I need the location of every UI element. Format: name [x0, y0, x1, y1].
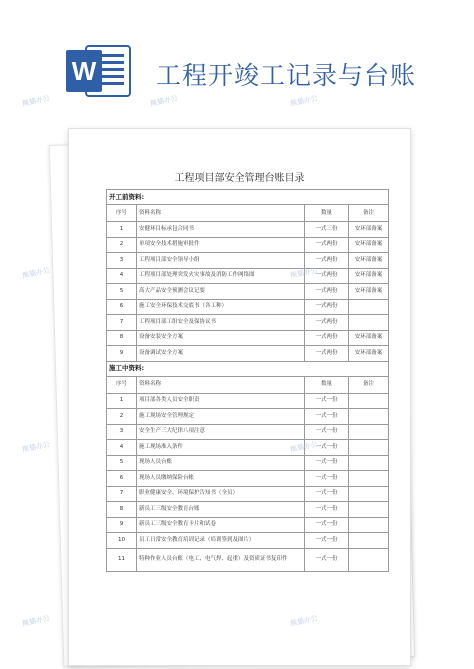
row-item-name: 新员工三级安全教育台账 — [137, 502, 305, 518]
row-note — [349, 486, 389, 502]
row-quantity: 一式一份 — [305, 486, 349, 502]
row-quantity: 一式一份 — [305, 548, 349, 571]
row-quantity: 一式两份 — [305, 284, 349, 300]
row-item-name: 工程项目部安全领导小组 — [137, 253, 305, 269]
column-header-name: 资料名称 — [137, 376, 305, 393]
column-header-note: 备注 — [349, 376, 389, 393]
table-row — [107, 222, 389, 238]
row-note — [349, 548, 389, 571]
row-note: 安环部备案 — [349, 346, 389, 362]
section-header-row — [107, 361, 389, 376]
table-row — [107, 253, 389, 269]
row-quantity: 一式三份 — [305, 222, 349, 238]
table-row — [107, 424, 389, 440]
table-row — [107, 502, 389, 518]
row-note: 安环部备案 — [349, 284, 389, 300]
row-item-name: 设备调试安全方案 — [137, 346, 305, 362]
table-row — [107, 517, 389, 533]
row-number: 5 — [107, 284, 137, 300]
row-quantity: 一式一份 — [305, 471, 349, 487]
table-row — [107, 284, 389, 300]
row-quantity: 一式两份 — [305, 330, 349, 346]
row-number: 4 — [107, 268, 137, 284]
ledger-table — [106, 189, 389, 572]
row-number: 8 — [107, 330, 137, 346]
row-number: 8 — [107, 502, 137, 518]
header-title: 工程开竣工记录与台账 — [156, 61, 417, 90]
watermark: 熊猫办公 — [21, 440, 51, 454]
svg-text:W: W — [71, 56, 97, 86]
row-note — [349, 315, 389, 331]
row-number: 6 — [107, 471, 137, 487]
column-header-qty: 数量 — [305, 205, 349, 222]
row-quantity: 一式两份 — [305, 299, 349, 315]
row-item-name: 设备安装安全方案 — [137, 330, 305, 346]
row-quantity: 一式一份 — [305, 517, 349, 533]
column-header-no: 序号 — [107, 376, 137, 393]
row-quantity: 一式一份 — [305, 424, 349, 440]
document-title: 工程项目部安全管理台账目录 — [174, 173, 305, 184]
row-quantity: 一式两份 — [305, 253, 349, 269]
row-item-name: 新员工三级安全教育卡片和试卷 — [137, 517, 305, 533]
row-number: 1 — [107, 393, 137, 409]
word-document-icon — [66, 44, 132, 98]
row-item-name: 高大产品安全预测会议记要 — [137, 284, 305, 300]
document-page — [68, 128, 411, 666]
table-row — [107, 471, 389, 487]
table-row — [107, 346, 389, 362]
watermark: 熊猫办公 — [149, 94, 179, 108]
row-note — [349, 533, 389, 549]
row-quantity: 一式两份 — [305, 268, 349, 284]
row-number: 9 — [107, 346, 137, 362]
row-number: 9 — [107, 517, 137, 533]
row-item-name: 现场人员台账 — [137, 455, 305, 471]
row-number: 2 — [107, 237, 137, 253]
column-header-qty: 数量 — [305, 376, 349, 393]
row-number: 7 — [107, 315, 137, 331]
row-item-name: 安健环目标承包合同书 — [137, 222, 305, 238]
row-number: 7 — [107, 486, 137, 502]
row-number: 10 — [107, 533, 137, 549]
row-note — [349, 517, 389, 533]
table-row — [107, 548, 389, 571]
row-number: 3 — [107, 253, 137, 269]
table-row — [107, 393, 389, 409]
table-row — [107, 268, 389, 284]
watermark: 熊猫办公 — [289, 94, 319, 108]
row-note: 安环部备案 — [349, 237, 389, 253]
row-number: 6 — [107, 299, 137, 315]
row-quantity: 一式两份 — [305, 237, 349, 253]
table-row — [107, 330, 389, 346]
table-row — [107, 486, 389, 502]
row-note — [349, 299, 389, 315]
row-item-name: 施工安全环保技术交底书（各工种） — [137, 299, 305, 315]
column-header-no: 序号 — [107, 205, 137, 222]
row-note — [349, 502, 389, 518]
watermark: 熊猫办公 — [289, 614, 319, 628]
row-note — [349, 471, 389, 487]
row-quantity: 一式一份 — [305, 393, 349, 409]
row-item-name: 工程项目部工组安全及保协议书 — [137, 315, 305, 331]
row-quantity: 一式一份 — [305, 533, 349, 549]
section-title: 施工中资料: — [107, 361, 389, 376]
row-note — [349, 424, 389, 440]
row-quantity: 一式两份 — [305, 346, 349, 362]
row-item-name: 现场人员缴纳保险台帐 — [137, 471, 305, 487]
row-note — [349, 409, 389, 425]
row-number: 3 — [107, 424, 137, 440]
row-note — [349, 440, 389, 456]
watermark: 熊猫办公 — [21, 614, 51, 628]
section-title: 开工前资料: — [107, 190, 389, 205]
row-item-name: 特种作业人员台账（电工、电气焊、起重）及资质证书复印件 — [137, 548, 305, 571]
row-quantity: 一式一份 — [305, 502, 349, 518]
watermark: 熊猫办公 — [289, 440, 319, 454]
row-item-name: 工程项目部处理突发火灾事故及消防工作网络图 — [137, 268, 305, 284]
watermark: 熊猫办公 — [21, 266, 51, 280]
row-number: 2 — [107, 409, 137, 425]
table-row — [107, 299, 389, 315]
row-item-name: 单项安全技术措施审批件 — [137, 237, 305, 253]
row-item-name: 项目部各类人员安全职责 — [137, 393, 305, 409]
column-header-note: 备注 — [349, 205, 389, 222]
row-item-name: 职业健康安全、环境保护告知书（全员） — [137, 486, 305, 502]
row-quantity: 一式两份 — [305, 315, 349, 331]
row-quantity: 一式一份 — [305, 409, 349, 425]
table-row — [107, 409, 389, 425]
page-header — [0, 0, 474, 120]
ledger-body — [107, 190, 389, 572]
row-number: 1 — [107, 222, 137, 238]
section-header-row — [107, 190, 389, 205]
row-note: 安环部备案 — [349, 253, 389, 269]
row-item-name: 施工现场准入条件 — [137, 440, 305, 456]
row-note: 安环部备案 — [349, 222, 389, 238]
row-item-name: 施工现场安全管理规定 — [137, 409, 305, 425]
table-row — [107, 533, 389, 549]
row-note — [349, 393, 389, 409]
column-header-name: 资料名称 — [137, 205, 305, 222]
row-note — [349, 455, 389, 471]
row-note: 安环部备案 — [349, 330, 389, 346]
row-note: 安环部备案 — [349, 268, 389, 284]
watermark: 熊猫办公 — [21, 94, 51, 108]
row-quantity: 一式一份 — [305, 455, 349, 471]
row-number: 4 — [107, 440, 137, 456]
row-item-name: 安全生产三大纪律八项注意 — [137, 424, 305, 440]
table-row — [107, 455, 389, 471]
row-number: 5 — [107, 455, 137, 471]
watermark: 熊猫办公 — [289, 266, 319, 280]
table-row — [107, 440, 389, 456]
table-row — [107, 237, 389, 253]
table-row — [107, 315, 389, 331]
column-header-row — [107, 205, 389, 222]
row-quantity: 一式一份 — [305, 440, 349, 456]
row-number: 11 — [107, 548, 137, 571]
row-item-name: 员工日常安全教育培训记录（培训签到及图片） — [137, 533, 305, 549]
column-header-row — [107, 376, 389, 393]
